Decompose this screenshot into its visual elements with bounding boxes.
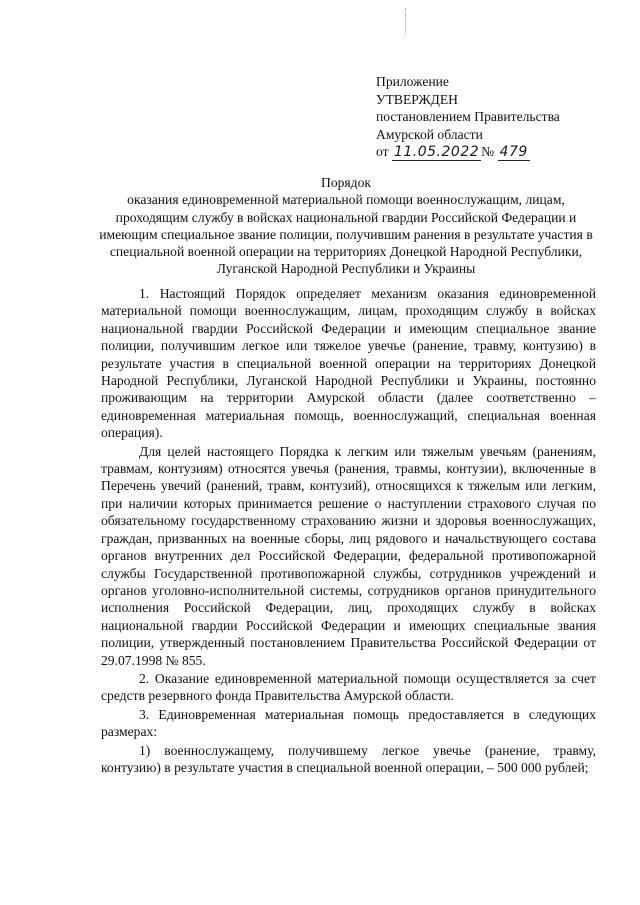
number-prefix: № xyxy=(481,144,495,160)
document-title-block xyxy=(96,174,596,278)
paragraph: Для целей настоящего Порядка к легким или тяжелым увечьям (ранениям, травмам, контузиям) относятся увечья (ранения, травмы, контузии), включенные в Перечень увечий (ранений, травм, контузий), относящихся к тяжелым или легким, при наличии которых принимается решение о наступлении страхового случая по обязательному государственному страхованию жизни и здоровья военнослужащих, граждан, призванных на военные сборы, лиц рядового и начальствующего состава органов внутренних дел Российской Федерации, федеральной противопожарной службы Государственной противопожарной службы, сотрудников учреждений и органов уголовно-исполнительной системы, сотрудников органов принудительного исполнения Российской Федерации, лиц, проходящих службу в войсках национальной гвардии Российской Федерации и имеющих специальные звания полиции, утвержденный постановлением Правительства Российской Федерации от 29.07.1998 № 855. xyxy=(101,443,596,668)
date-prefix: от xyxy=(376,144,389,160)
paragraph: 2. Оказание единовременной материальной помощи осуществляется за счет средств резервного фонда Правительства Амурской области. xyxy=(101,670,596,704)
paragraph: 3. Единовременная материальная помощь предоставляется в следующих размерах: xyxy=(101,706,596,740)
scan-mark xyxy=(405,8,407,34)
document-body xyxy=(101,285,596,776)
handwritten-number: 479 xyxy=(499,144,528,161)
document-subtitle: оказания единовременной материальной помощи военнослужащим, лицам, проходящим службу в войсках национальной гвардии Российской Федерации и имеющим специальное звание полиции, получившим ранения в результате участия в специальной военной операции на территориях Донецкой Народной Республики, Луганской Народной Республики и Украины xyxy=(99,192,593,277)
document-heading: Порядок xyxy=(321,175,371,190)
appendix-label: Приложение xyxy=(376,74,449,89)
appendix-block xyxy=(376,73,560,162)
handwritten-date: 11.05.2022 xyxy=(393,144,480,161)
approved-label: УТВЕРЖДЕН xyxy=(376,91,458,107)
date-number-line xyxy=(376,143,560,162)
paragraph: 1) военнослужащему, получившему легкое увечье (ранение, травму, контузию) в результате участия в специальной военной операции, – 500 000 рублей; xyxy=(101,742,596,775)
region-label: Амурской области xyxy=(376,126,483,142)
paragraph: 1. Настоящий Порядок определяет механизм оказания единовременной материальной помощи военнослужащим, лицам, проходящим службу в войсках национальной гвардии Российской Федерации и имеющим специальное звание полиции, получившим легкое или тяжелое увечье (ранение, травму, контузию) в результате участия в специальной военной операции на территориях Донецкой Народной Республики, Луганской Народной Республики и Украины, постоянно проживающим на территории Амурской области (далее соответственно – единовременная материальная помощь, военнослужащий, специальная военная операция). xyxy=(101,286,596,441)
resolution-label: постановлением Правительства xyxy=(376,109,560,125)
